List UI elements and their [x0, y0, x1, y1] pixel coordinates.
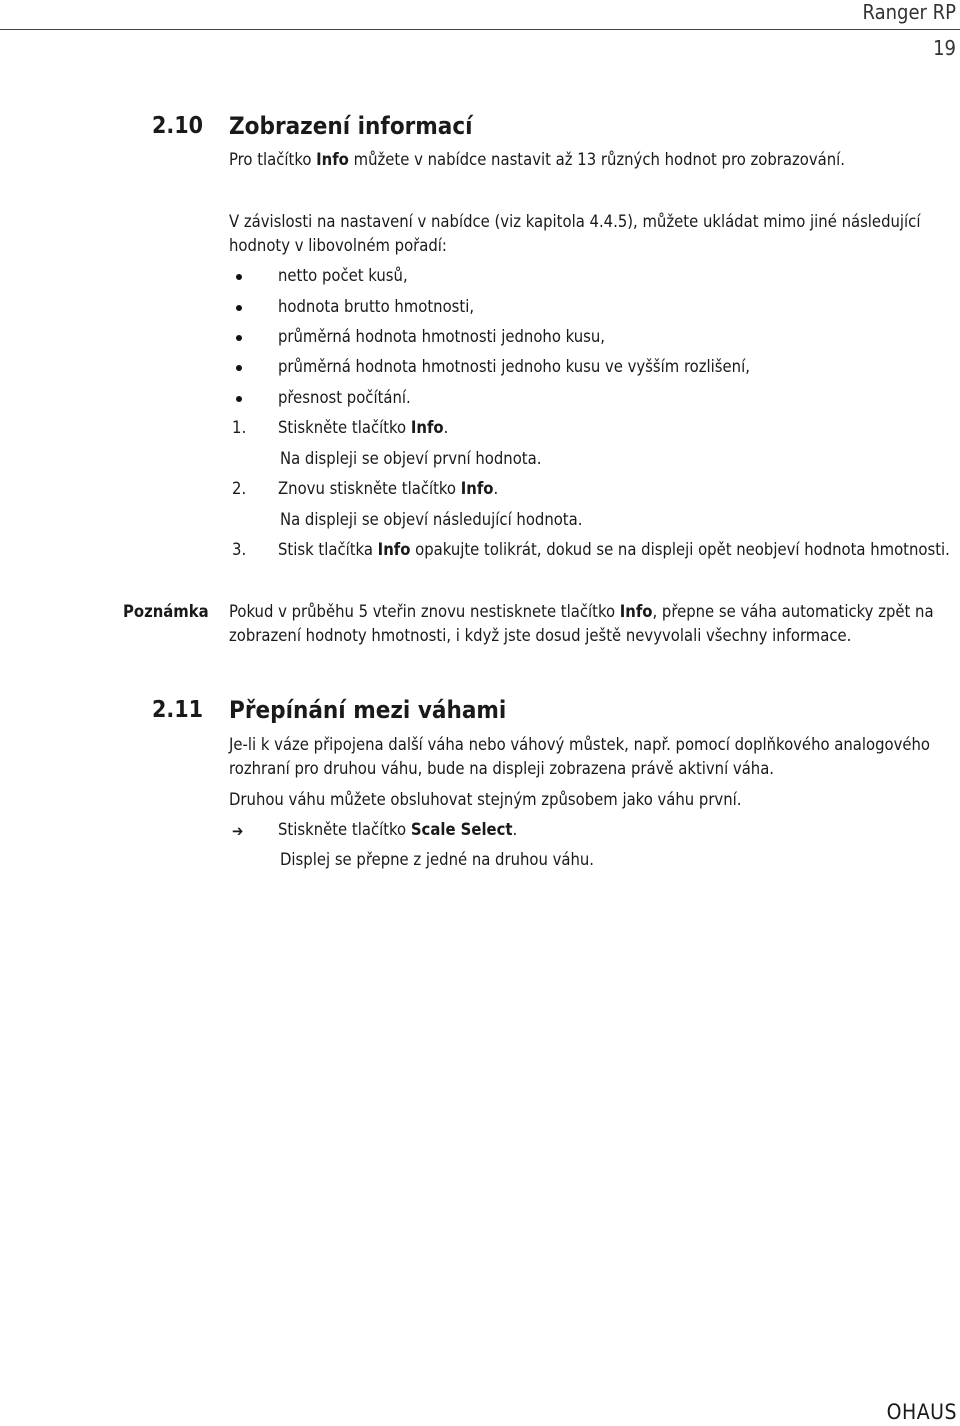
- scale-select-key-label: Scale Select: [410, 820, 513, 839]
- section-2-11-title: Přepínání mezi váhami: [229, 696, 507, 724]
- info-key-label: Info: [410, 418, 444, 437]
- bullet-icon: [236, 274, 242, 280]
- bullet-icon: [236, 305, 242, 311]
- bullet-icon: [236, 396, 242, 402]
- list-item: netto počet kusů,: [278, 266, 408, 285]
- action-result: Displej se přepne z jedné na druhou váhu.: [280, 850, 595, 869]
- section-2-11-para-line-2: rozhraní pro druhou váhu, bude na displeji zobrazena právě aktivní váha.: [229, 759, 775, 778]
- step-number: 2.: [232, 479, 247, 498]
- list-item: přesnost počítání.: [278, 388, 411, 407]
- step-instruction: Stisk tlačítka Info opakujte tolikrát, dokud se na displeji opět neobjeví hodnota hmotnosti.: [278, 540, 950, 559]
- header-divider: [0, 29, 960, 30]
- brand-logo-text: OHAUS: [886, 1400, 957, 1424]
- page-number: 19: [933, 36, 956, 60]
- step-result: Na displeji se objeví následující hodnota.: [280, 510, 583, 529]
- section-2-10-intro: Pro tlačítko Info můžete v nabídce nastavit až 13 různých hodnot pro zobrazování.: [229, 150, 846, 169]
- section-2-11-number: 2.11: [152, 697, 204, 723]
- list-item: průměrná hodnota hmotnosti jednoho kusu,: [278, 327, 605, 346]
- section-2-10-para-line-1: V závislosti na nastavení v nabídce (viz kapitola 4.4.5), můžete ukládat mimo jiné následující: [229, 212, 921, 231]
- step-number: 3.: [232, 540, 247, 559]
- note-line-2: zobrazení hodnoty hmotnosti, i když jste dosud ještě nevyvolali všechny informace.: [229, 626, 852, 645]
- section-2-10-title: Zobrazení informací: [229, 112, 473, 140]
- section-2-11-para-2: Druhou váhu můžete obsluhovat stejným způsobem jako váhu první.: [229, 790, 742, 809]
- section-2-10-para-line-2: hodnoty v libovolném pořadí:: [229, 236, 447, 255]
- info-key-label: Info: [377, 540, 411, 559]
- step-instruction: Stiskněte tlačítko Info.: [278, 418, 449, 437]
- note-line-1: Pokud v průběhu 5 vteřin znovu nestisknete tlačítko Info, přepne se váha automaticky zpět na: [229, 602, 934, 621]
- document-title: Ranger RP: [862, 0, 956, 24]
- step-number: 1.: [232, 418, 247, 437]
- step-result: Na displeji se objeví první hodnota.: [280, 449, 542, 468]
- section-2-11-para-line-1: Je-li k váze připojena další váha nebo váhový můstek, např. pomocí doplňkového analogového: [229, 735, 930, 754]
- bullet-icon: [236, 335, 242, 341]
- info-key-label: Info: [316, 150, 349, 169]
- bullet-icon: [236, 365, 242, 371]
- section-2-10-number: 2.10: [152, 113, 204, 139]
- list-item: hodnota brutto hmotnosti,: [278, 297, 475, 316]
- info-key-label: Info: [619, 602, 653, 621]
- arrow-right-icon: ➔: [232, 822, 244, 840]
- info-key-label: Info: [460, 479, 494, 498]
- step-instruction: Znovu stiskněte tlačítko Info.: [278, 479, 499, 498]
- note-label: Poznámka: [123, 602, 209, 621]
- action-instruction: Stiskněte tlačítko Scale Select.: [278, 820, 518, 839]
- list-item: průměrná hodnota hmotnosti jednoho kusu ve vyšším rozlišení,: [278, 357, 750, 376]
